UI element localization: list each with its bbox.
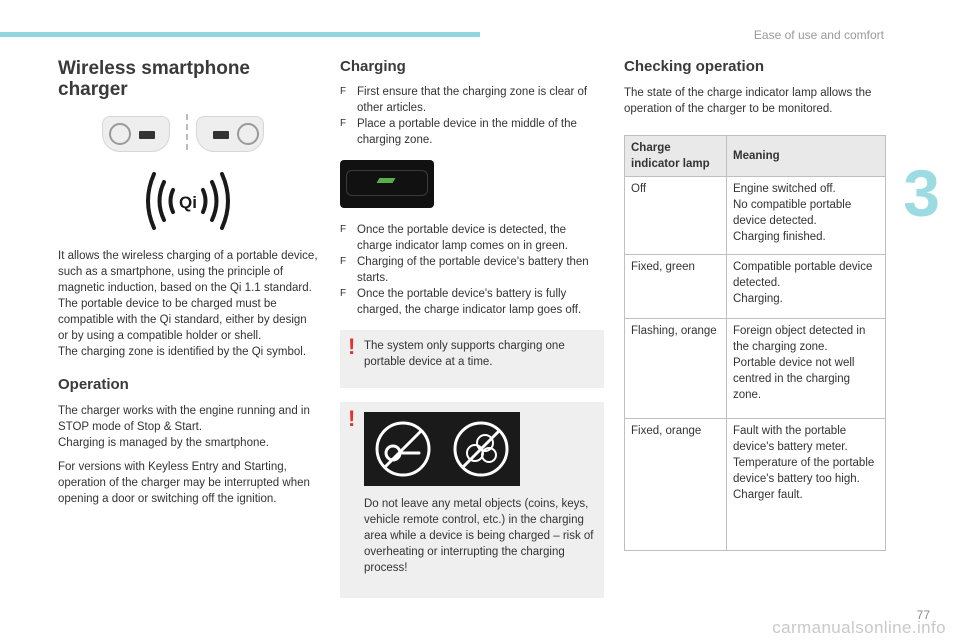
warning-icon: ! [348,406,356,431]
charge-indicator-lamp-icon [377,178,396,183]
header-accent-bar [0,32,480,37]
operation-paragraph: Charging is managed by the smartphone. [58,437,269,449]
forbidden-objects-image [364,412,520,486]
bullet-mark: F [340,288,347,299]
column-wireless-charger [58,58,320,507]
operation-paragraph: The charger works with the engine running and in STOP mode of Stop & Start. [58,405,310,433]
dashboard-right-hand-drive-icon [196,116,264,152]
operation-paragraph: For versions with Keyless Entry and Starting, operation of the charger may be interrupted when opening a door or switching off the ignition. [58,461,310,505]
lamp-state: Fixed, orange [625,419,727,551]
table-row [625,255,886,319]
note-metal-objects [340,402,604,598]
section-label: Ease of use and comfort [753,28,884,42]
bullet-mark: F [340,118,347,129]
no-coins-icon [451,419,511,479]
table-row [625,319,886,419]
no-keys-icon [373,419,433,479]
bullet-mark: F [340,224,347,235]
lamp-meaning: Engine switched off. No compatible portable device detected. Charging finished. [727,177,886,255]
bullet-mark: F [340,256,347,267]
divider [186,114,188,150]
operation-heading: Operation [58,376,129,393]
note-one-device [340,330,604,388]
table-header: Meaning [727,136,886,177]
lamp-meaning: Compatible portable device detected. Charging. [727,255,886,319]
lamp-meaning: Fault with the portable device's battery meter. Temperature of the portable device's battery too high. Charger fault. [727,419,886,551]
intro-paragraph: It allows the wireless charging of a portable device, such as a smartphone, using the principle of magnetic induction, based on the Qi 1.1 standard. [58,250,318,294]
charging-heading: Charging [340,58,406,75]
table-row [625,419,886,551]
list-item: F Once the portable device's battery is fully charged, the charge indicator lamp goes off. [340,288,582,316]
lamp-state: Fixed, green [625,255,727,319]
charging-steps-a [340,84,604,148]
qi-wireless-icon [140,168,236,234]
column-charging [340,58,604,598]
intro-paragraph: The charging zone is identified by the Qi symbol. [58,346,307,358]
charger-illustration [58,116,320,242]
intro-paragraph: The portable device to be charged must be compatible with the Qi standard, either by design or by using a compatible holder or shell. [58,298,307,342]
note-text: Do not leave any metal objects (coins, keys, vehicle remote control, etc.) in the charging area while a device is being charged – risk of overheating or interrupting the charging process! [364,498,594,574]
chapter-number: 3 [903,156,940,230]
list-item: F Place a portable device in the middle of the charging zone. [340,118,577,146]
qi-symbol-text: Qi [179,193,197,212]
bullet-mark: F [340,86,347,97]
list-item: F First ensure that the charging zone is clear of other articles. [340,86,588,114]
charge-indicator-image [340,160,434,208]
intro-text [58,248,320,360]
table-header-row [625,136,886,177]
indicator-table [624,135,886,551]
lamp-state: Flashing, orange [625,319,727,419]
watermark: carmanualsonline.info [772,618,946,637]
list-item: F Charging of the portable device's battery then starts. [340,256,589,284]
charging-steps-b [340,222,604,318]
table-header: Charge indicator lamp [625,136,727,177]
table-row [625,177,886,255]
dashboard-left-hand-drive-icon [102,116,170,152]
lamp-state: Off [625,177,727,255]
lamp-meaning: Foreign object detected in the charging zone. Portable device not well centred in the charging zone. [727,319,886,419]
page-number: 77 [916,608,930,622]
column-checking-operation [624,58,886,551]
list-item: F Once the portable device is detected, the charge indicator lamp comes on in green. [340,224,568,252]
note-text: The system only supports charging one portable device at a time. [364,340,565,368]
warning-icon: ! [348,334,356,359]
checking-heading: Checking operation [624,58,765,75]
page-title: Wireless smartphone charger [58,58,251,100]
checking-intro: The state of the charge indicator lamp allows the operation of the charger to be monitored. [624,87,872,115]
